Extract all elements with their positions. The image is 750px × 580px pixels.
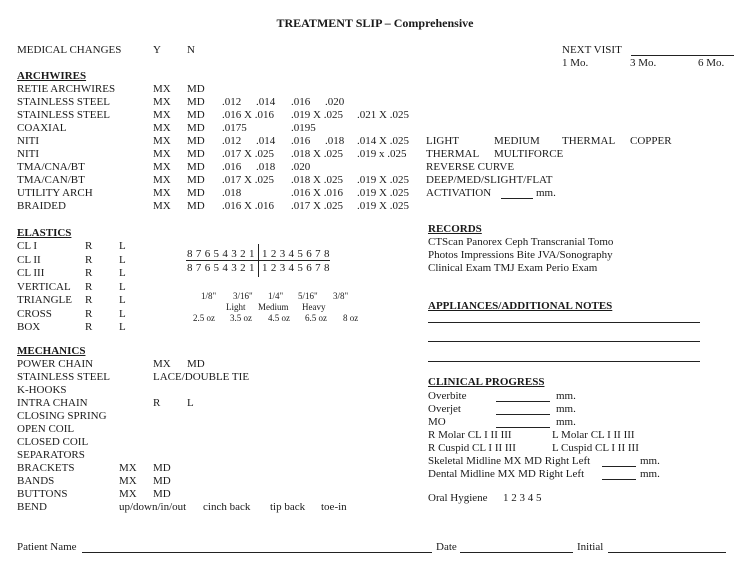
archwire-size[interactable]: .019 X .025	[357, 200, 409, 212]
elastic-right[interactable]: R	[85, 307, 93, 320]
mo-label: MO	[428, 416, 446, 428]
elastic-force: Heavy	[302, 302, 326, 312]
elastic-name: CROSS	[17, 307, 52, 320]
archwire-name: NITI	[17, 148, 39, 160]
mechanics-option[interactable]: L	[187, 397, 194, 409]
tooth-upper-right[interactable]: 1 2 3 4 5 6 7 8	[262, 248, 330, 260]
archwire-option[interactable]: DEEP/MED/SLIGHT/FLAT	[426, 174, 553, 186]
medical-changes-yes[interactable]: Y	[153, 44, 161, 56]
elastic-force: Light	[226, 302, 246, 312]
archwire-size[interactable]: .017 X .025	[222, 174, 274, 186]
elastic-left[interactable]: L	[119, 253, 126, 266]
archwire-size[interactable]: .016 X .016	[222, 200, 274, 212]
mechanics-item: OPEN COIL	[17, 423, 75, 435]
archwire-size[interactable]: .0175	[222, 122, 247, 134]
initial-label: Initial	[577, 541, 604, 553]
archwire-size[interactable]: .019 x .025	[357, 148, 407, 160]
mechanics-item: BUTTONS	[17, 488, 68, 500]
elastics-heading: ELASTICS	[17, 227, 72, 239]
archwire-md[interactable]: MD	[187, 109, 205, 121]
archwire-mx[interactable]: MX	[153, 109, 171, 121]
r-cuspid-options[interactable]: R Cuspid CL I II III	[428, 442, 516, 454]
elastic-name: VERTICAL	[17, 280, 71, 293]
mechanics-option[interactable]: MX	[119, 462, 137, 474]
mechanics-item: BANDS	[17, 475, 55, 487]
archwire-name: STAINLESS STEEL	[17, 109, 110, 121]
mechanics-option[interactable]: LACE/DOUBLE TIE	[153, 371, 250, 383]
mechanics-option[interactable]: up/down/in/out	[119, 501, 187, 513]
mechanics-item: BEND	[17, 501, 47, 513]
elastic-force: Medium	[258, 302, 289, 312]
archwire-option[interactable]: ACTIVATION	[426, 187, 492, 199]
mechanics-option[interactable]: tip back	[270, 501, 306, 513]
archwire-mx[interactable]: MX	[153, 122, 171, 134]
archwire-mx[interactable]: MX	[153, 174, 171, 186]
activation-field[interactable]	[501, 198, 533, 199]
elastic-left[interactable]: L	[119, 240, 126, 252]
notes-line[interactable]	[428, 341, 700, 342]
archwire-md[interactable]: MD	[187, 148, 205, 160]
appliances-heading: APPLIANCES/ADDITIONAL NOTES	[428, 300, 613, 312]
patient-name-label: Patient Name	[17, 541, 77, 553]
elastic-weight: 3.5 oz	[230, 313, 252, 323]
archwire-mx[interactable]: MX	[153, 148, 171, 160]
elastic-size[interactable]: 1/4"	[268, 291, 284, 301]
records-line-2[interactable]: Photos Impressions Bite JVA/Sonography	[428, 249, 613, 261]
elastic-size[interactable]: 3/16"	[233, 291, 253, 301]
elastic-right[interactable]: R	[85, 280, 93, 293]
elastic-size[interactable]: 1/8"	[201, 291, 217, 301]
clinical-progress-heading: CLINICAL PROGRESS	[428, 376, 545, 388]
elastic-right[interactable]: R	[85, 321, 93, 333]
records-heading: RECORDS	[428, 223, 482, 235]
archwire-option[interactable]: MULTIFORCE	[494, 148, 564, 160]
archwire-size[interactable]: .021 X .025	[357, 109, 409, 121]
tooth-lower-right[interactable]: 1 2 3 4 5 6 7 8	[262, 262, 330, 274]
overjet-field[interactable]	[496, 414, 550, 415]
mechanics-heading: MECHANICS	[17, 345, 86, 357]
mechanics-item: STAINLESS STEEL	[17, 371, 110, 383]
mo-unit: mm.	[556, 416, 576, 428]
medical-changes-no[interactable]: N	[187, 44, 195, 56]
records-line-3[interactable]: Clinical Exam TMJ Exam Perio Exam	[428, 262, 598, 274]
mechanics-option[interactable]: cinch back	[203, 501, 251, 513]
overbite-unit: mm.	[556, 390, 576, 402]
r-molar-options[interactable]: R Molar CL I II III	[428, 429, 512, 441]
mechanics-option[interactable]: MD	[153, 462, 171, 474]
archwire-option[interactable]: THERMAL	[562, 135, 616, 147]
mo-field[interactable]	[496, 427, 550, 428]
elastic-right[interactable]: R	[85, 253, 93, 266]
archwire-size[interactable]: .016	[291, 135, 311, 147]
skeletal-midline-options[interactable]: Skeletal Midline MX MD Right Left	[428, 455, 591, 467]
mechanics-item: CLOSED COIL	[17, 436, 89, 448]
mechanics-item: BRACKETS	[17, 462, 75, 474]
overbite-label: Overbite	[428, 390, 467, 402]
next-visit-line[interactable]	[631, 55, 734, 56]
oral-hygiene-label: Oral Hygiene	[428, 492, 488, 504]
elastic-right[interactable]: R	[85, 267, 93, 279]
mechanics-option[interactable]: MD	[153, 475, 171, 487]
initial-field[interactable]	[608, 552, 726, 553]
notes-line[interactable]	[428, 322, 700, 323]
skeletal-midline-field[interactable]	[602, 466, 636, 467]
archwires-heading: ARCHWIRES	[17, 70, 87, 82]
mechanics-item: INTRA CHAIN	[17, 397, 88, 409]
archwire-option[interactable]: MEDIUM	[494, 135, 540, 147]
mechanics-option[interactable]: MX	[153, 358, 171, 370]
archwire-size[interactable]: .017 X .025	[291, 200, 343, 212]
archwire-size[interactable]: .019 X .025	[357, 187, 409, 199]
archwire-size[interactable]: .0195	[291, 122, 316, 134]
archwire-size[interactable]: .020	[325, 96, 345, 108]
archwire-size[interactable]: .014	[256, 135, 276, 147]
archwire-md[interactable]: MD	[187, 122, 205, 134]
archwire-mx[interactable]: MX	[153, 83, 171, 95]
archwire-option[interactable]: COPPER	[630, 135, 672, 147]
dental-midline-unit: mm.	[640, 468, 660, 480]
archwire-name: RETIE ARCHWIRES	[17, 83, 116, 95]
mechanics-item: K-HOOKS	[17, 384, 67, 396]
archwire-md[interactable]: MD	[187, 83, 205, 95]
archwire-name: STAINLESS STEEL	[17, 96, 110, 108]
archwire-md[interactable]: MD	[187, 200, 205, 212]
archwire-size[interactable]: .019 X .025	[291, 109, 343, 121]
archwire-size[interactable]: .018 X .025	[291, 174, 343, 186]
mechanics-option[interactable]: toe-in	[321, 501, 347, 513]
archwire-size[interactable]: .018	[256, 161, 276, 173]
archwire-size[interactable]: .014 X .025	[357, 135, 409, 147]
next-visit-option[interactable]: 3 Mo.	[630, 57, 657, 69]
dental-midline-options[interactable]: Dental Midline MX MD Right Left	[428, 468, 585, 480]
date-label: Date	[436, 541, 457, 553]
next-visit-option[interactable]: 1 Mo.	[562, 57, 589, 69]
archwire-name: NITI	[17, 135, 39, 147]
archwire-size[interactable]: .016	[291, 96, 311, 108]
archwire-name: TMA/CNA/BT	[17, 161, 85, 173]
archwire-size[interactable]: .016 X .016	[222, 109, 274, 121]
mechanics-option[interactable]: MD	[153, 488, 171, 500]
archwire-size[interactable]: .012	[222, 96, 242, 108]
tooth-upper-left[interactable]: 8 7 6 5 4 3 2 1	[187, 248, 255, 260]
archwire-size[interactable]: .012	[222, 135, 242, 147]
overjet-label: Overjet	[428, 403, 461, 415]
l-cuspid-options[interactable]: L Cuspid CL I II III	[552, 442, 639, 454]
archwire-mx[interactable]: MX	[153, 200, 171, 212]
elastic-name: CL I	[17, 240, 38, 252]
skeletal-midline-unit: mm.	[640, 455, 660, 467]
archwire-size[interactable]: .018	[222, 187, 242, 199]
archwire-size[interactable]: .018	[325, 135, 345, 147]
mechanics-option[interactable]: R	[153, 397, 161, 409]
records-line-1[interactable]: CTScan Panorex Ceph Transcranial Tomo	[428, 236, 614, 248]
tooth-lower-left[interactable]: 8 7 6 5 4 3 2 1	[187, 262, 255, 274]
date-field[interactable]	[460, 552, 573, 553]
l-molar-options[interactable]: L Molar CL I II III	[552, 429, 635, 441]
mechanics-option[interactable]: MX	[119, 488, 137, 500]
mechanics-item: POWER CHAIN	[17, 358, 94, 370]
next-visit-label: NEXT VISIT	[562, 44, 622, 56]
elastic-name: CL II	[17, 253, 41, 266]
elastic-size[interactable]: 5/16"	[298, 291, 318, 301]
archwire-size[interactable]: .019 X .025	[357, 174, 409, 186]
mechanics-item: CLOSING SPRING	[17, 410, 107, 422]
archwire-md[interactable]: MD	[187, 174, 205, 186]
elastic-left[interactable]: L	[119, 267, 126, 279]
archwire-size[interactable]: .016 X .016	[291, 187, 343, 199]
mechanics-option[interactable]: MX	[119, 475, 137, 487]
overbite-field[interactable]	[496, 401, 550, 402]
elastic-right[interactable]: R	[85, 294, 93, 306]
archwire-mx[interactable]: MX	[153, 135, 171, 147]
archwire-size[interactable]: .017 X .025	[222, 148, 274, 160]
archwire-mx[interactable]: MX	[153, 96, 171, 108]
elastic-name: CL III	[17, 267, 45, 279]
elastic-weight: 8 oz	[343, 313, 359, 323]
page-title: TREATMENT SLIP – Comprehensive	[276, 16, 474, 30]
elastic-name: TRIANGLE	[17, 294, 72, 306]
dental-midline-field[interactable]	[602, 479, 636, 480]
archwire-size[interactable]: .018 X .025	[291, 148, 343, 160]
archwire-md[interactable]: MD	[187, 187, 205, 199]
elastic-size[interactable]: 3/8"	[333, 291, 349, 301]
archwire-option[interactable]: mm.	[536, 187, 556, 199]
archwire-md[interactable]: MD	[187, 161, 205, 173]
archwire-name: UTILITY ARCH	[17, 187, 93, 199]
archwire-size[interactable]: .014	[256, 96, 276, 108]
archwire-md[interactable]: MD	[187, 135, 205, 147]
elastic-name: BOX	[17, 321, 41, 333]
overjet-unit: mm.	[556, 403, 576, 415]
elastic-left[interactable]: L	[119, 294, 126, 306]
elastic-right[interactable]: R	[85, 240, 93, 252]
archwire-size[interactable]: .016	[222, 161, 242, 173]
archwire-mx[interactable]: MX	[153, 187, 171, 199]
archwire-md[interactable]: MD	[187, 96, 205, 108]
archwire-option[interactable]: THERMAL	[426, 148, 480, 160]
elastic-weight: 2.5 oz	[193, 313, 215, 323]
archwire-option[interactable]: REVERSE CURVE	[426, 161, 515, 173]
elastic-weight: 4.5 oz	[268, 313, 290, 323]
patient-name-field[interactable]	[82, 552, 432, 553]
archwire-mx[interactable]: MX	[153, 161, 171, 173]
elastic-left[interactable]: L	[119, 321, 126, 333]
medical-changes-label: MEDICAL CHANGES	[17, 44, 122, 56]
elastic-weight: 6.5 oz	[305, 313, 327, 323]
notes-line[interactable]	[428, 361, 700, 362]
archwire-name: COAXIAL	[17, 122, 67, 134]
elastic-left[interactable]: L	[119, 307, 126, 320]
mechanics-option[interactable]: MD	[187, 358, 205, 370]
tooth-chart-horizontal-divider	[186, 260, 330, 261]
archwire-size[interactable]: .020	[291, 161, 311, 173]
elastic-left[interactable]: L	[119, 280, 126, 293]
mechanics-item: SEPARATORS	[17, 449, 85, 461]
archwire-name: BRAIDED	[17, 200, 66, 212]
oral-hygiene-scale[interactable]: 1 2 3 4 5	[503, 492, 542, 504]
archwire-option[interactable]: LIGHT	[426, 135, 459, 147]
archwire-name: TMA/CAN/BT	[17, 174, 85, 186]
next-visit-option[interactable]: 6 Mo.	[698, 57, 725, 69]
